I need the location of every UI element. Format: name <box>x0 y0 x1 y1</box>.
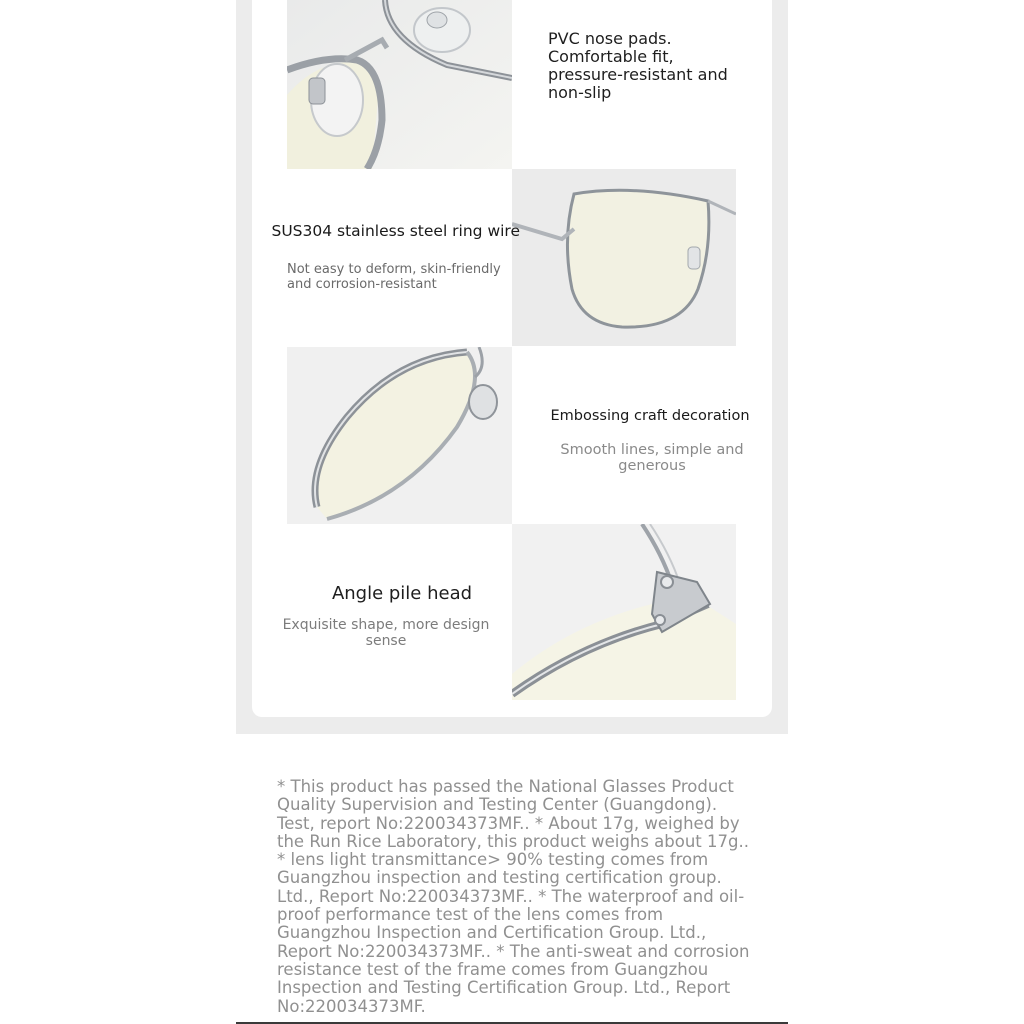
steel-ring-wire-photo <box>512 169 736 346</box>
embossing-description: Smooth lines, simple and generous <box>560 442 744 474</box>
feature-line: pressure-resistant and <box>548 65 728 84</box>
angle-pile-head-photo <box>512 524 736 700</box>
feature-line: Not easy to deform, skin-friendly <box>287 262 501 277</box>
feature-line: Comfortable fit, <box>548 47 674 66</box>
testing-disclaimer: * This product has passed the National Glasses Product Quality Supervision and Testing Center (Guangdong). Test, report No:220034373MF.. * About 17g, weighed by the Run Rice Laboratory, this product weighs about 17g.. * lens light transmittance> 90% testing comes from Guangzhou inspection and testing certification group. Ltd., Report No:220034373MF.. * The waterproof and oil-proof performance test of the lens comes from Guangzhou Inspection and Certification Group. Ltd., Report No:220034373MF.. * The anti-sweat and corrosion resistance test of the frame comes from Guangzhou Inspection and Testing Certification Group. Ltd., Report No:220034373MF. <box>277 777 750 1016</box>
ring-wire-title: SUS304 stainless steel ring wire <box>271 222 520 240</box>
embossing-title: Embossing craft decoration <box>550 408 750 424</box>
embossing-frame-photo <box>287 347 512 524</box>
feature-line: non-slip <box>548 83 612 102</box>
feature-line: and corrosion-resistant <box>287 277 437 292</box>
angle-pile-head-description: Exquisite shape, more design sense <box>282 617 490 649</box>
nose-pad-photo <box>287 0 512 169</box>
nose-pads-feature <box>548 30 758 102</box>
feature-title: PVC nose pads. <box>548 29 672 48</box>
ring-wire-description <box>287 262 507 292</box>
angle-pile-head-title: Angle pile head <box>331 583 473 604</box>
